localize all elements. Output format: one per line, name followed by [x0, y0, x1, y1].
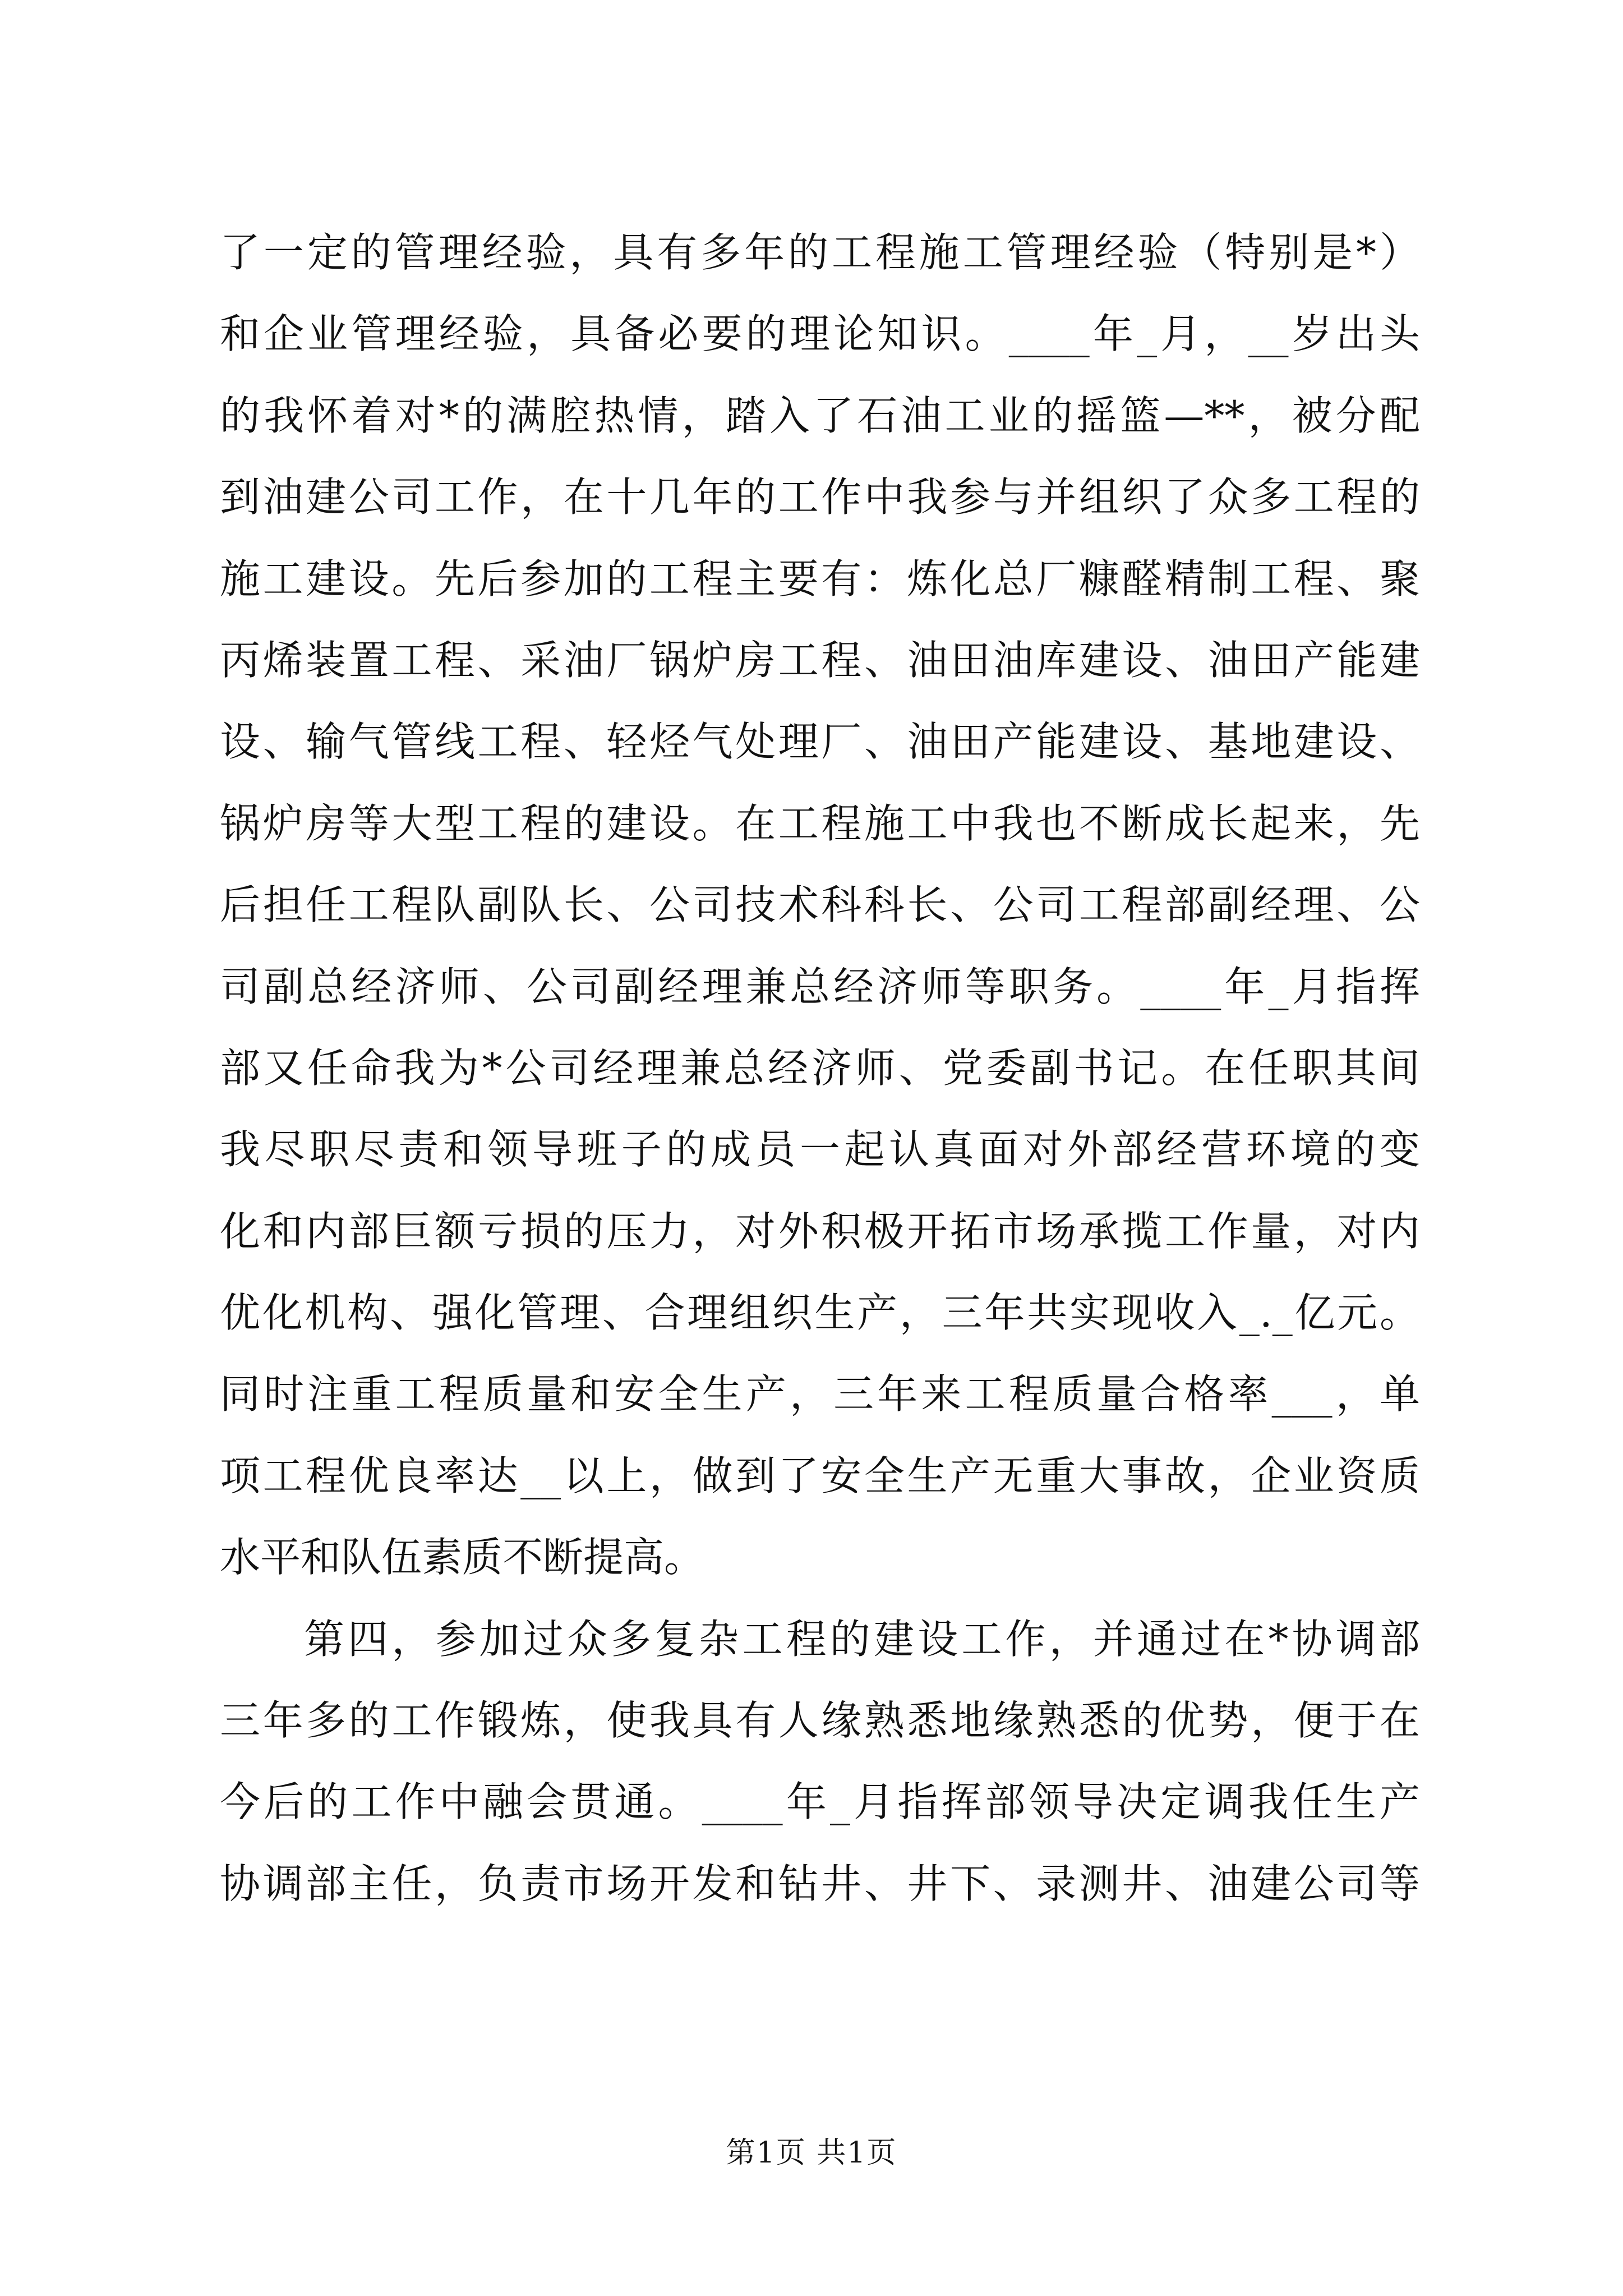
text-line: 我尽职尽责和领导班子的成员一起认真面对外部经营环境的变	[220, 1126, 1420, 1174]
text-line: 丙烯装置工程、采油厂锅炉房工程、油田油库建设、油田产能建	[220, 636, 1420, 684]
text-line: 协调部主任，负责市场开发和钻井、井下、录测井、油建公司等	[220, 1860, 1420, 1907]
text-line: 今后的工作中融会贯通。____年_月指挥部领导决定调我任生产	[220, 1778, 1420, 1826]
text-line: 司副总经济师、公司副经理兼总经济师等职务。____年_月指挥	[220, 963, 1420, 1010]
paragraph-2	[220, 1599, 1420, 1925]
page-footer: 第1页 共1页	[726, 2136, 897, 2170]
text-line: 锅炉房等大型工程的建设。在工程施工中我也不断成长起来，先	[220, 799, 1420, 847]
text-line: 设、输气管线工程、轻烃气处理厂、油田产能建设、基地建设、	[220, 718, 1420, 766]
text-line: 三年多的工作锻炼，使我具有人缘熟悉地缘熟悉的优势，便于在	[220, 1697, 1420, 1745]
text-line: 后担任工程队副队长、公司技术科科长、公司工程部副经理、公	[220, 881, 1420, 929]
paragraph-1	[220, 212, 1420, 1599]
text-line: 了一定的管理经验，具有多年的工程施工管理经验（特别是*）	[220, 229, 1420, 276]
text-line: 的我怀着对*的满腔热情，踏入了石油工业的摇篮—**，被分配	[220, 392, 1420, 439]
text-line: 施工建设。先后参加的工程主要有：炼化总厂糠醛精制工程、聚	[220, 555, 1420, 602]
text-line: 第四，参加过众多复杂工程的建设工作，并通过在*协调部	[304, 1615, 1420, 1663]
text-line: 水平和队伍素质不断提高。	[220, 1534, 705, 1581]
document-body	[220, 212, 1420, 1925]
text-line: 到油建公司工作，在十几年的工作中我参与并组织了众多工程的	[220, 473, 1420, 521]
text-line: 和企业管理经验，具备必要的理论知识。____年_月，__岁出头	[220, 310, 1420, 358]
text-line: 部又任命我为*公司经理兼总经济师、党委副书记。在任职其间	[220, 1044, 1420, 1092]
text-line: 同时注重工程质量和安全生产，三年来工程质量合格率___，单	[220, 1370, 1420, 1418]
text-line: 项工程优良率达__以上，做到了安全生产无重大事故，企业资质	[220, 1452, 1420, 1499]
text-line: 优化机构、强化管理、合理组织生产，三年共实现收入_._亿元。	[220, 1289, 1420, 1337]
text-line: 化和内部巨额亏损的压力，对外积极开拓市场承揽工作量，对内	[220, 1207, 1420, 1255]
